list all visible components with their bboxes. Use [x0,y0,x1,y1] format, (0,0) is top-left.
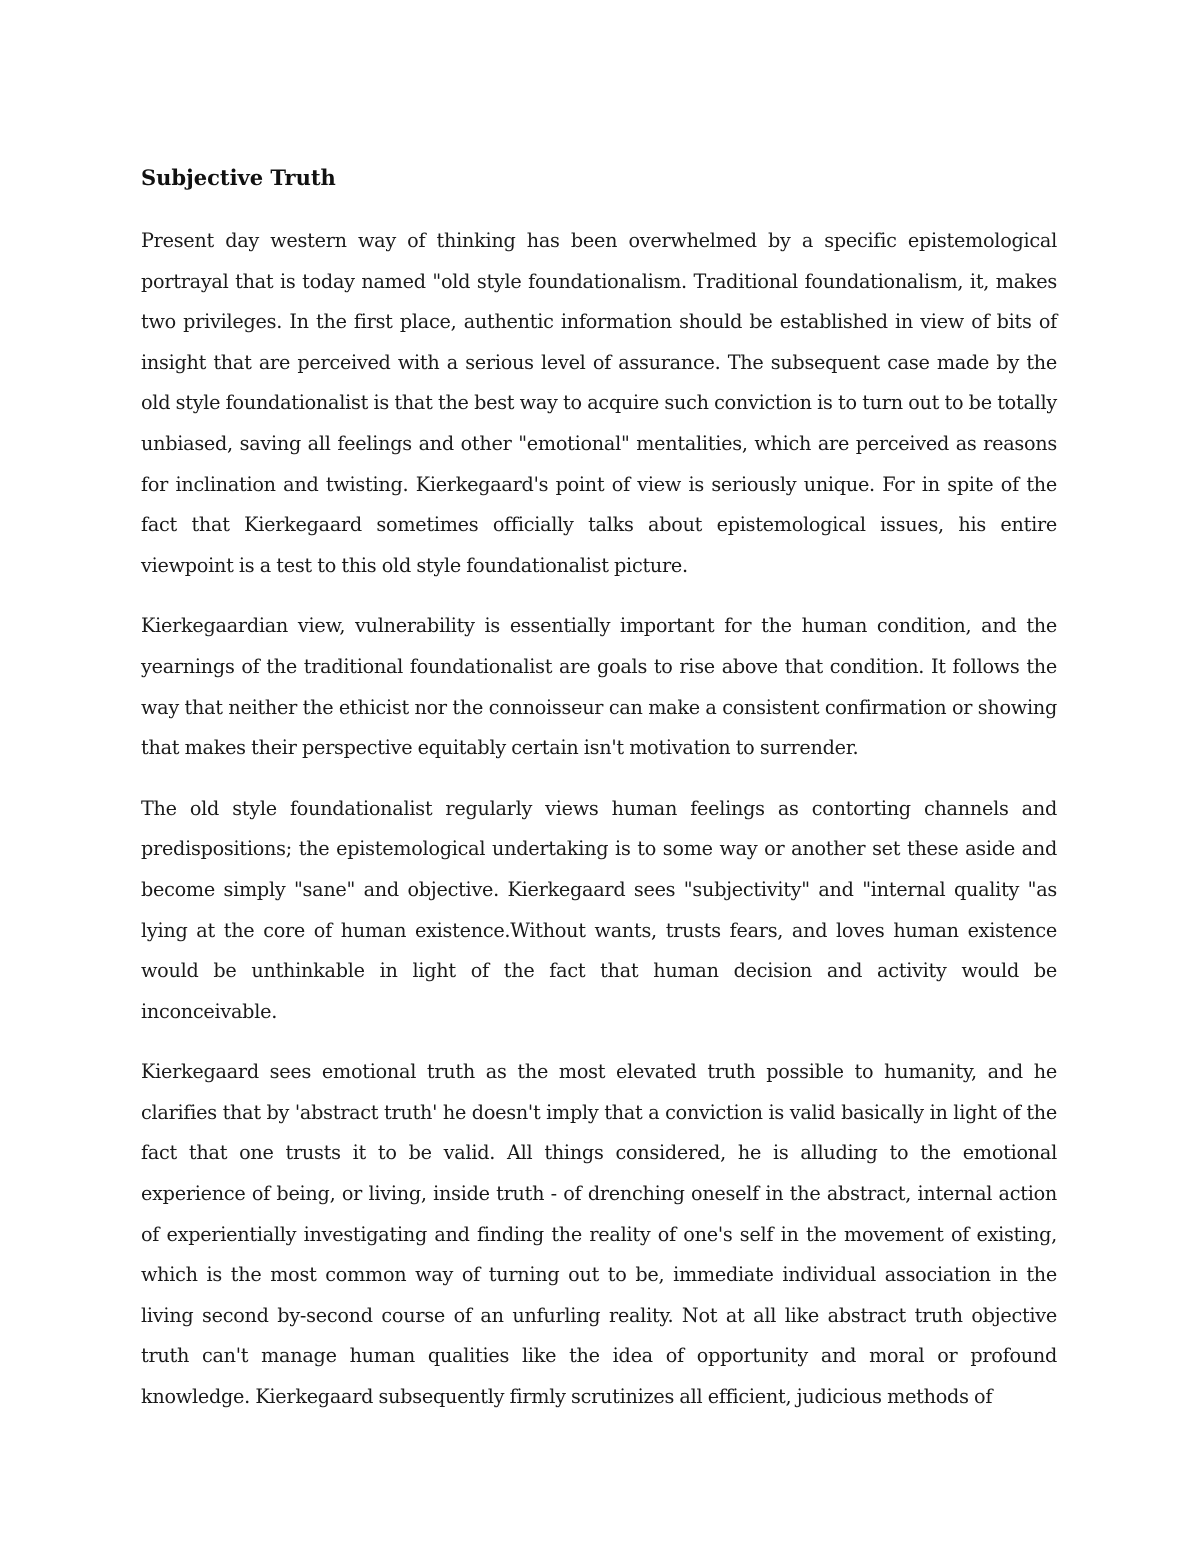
paragraph-2: Kierkegaardian view, vulnerability is essentially important for the human condition, and the yearnings of the traditional foundationalist are goals to rise above that condition. It follows the way that neither the ethicist nor the connoisseur can make a consistent confirmation or showing that makes their perspective equitably certain isn't motivation to surrender. [141,614,1057,760]
document-title: Subjective Truth [141,165,336,190]
document-body [141,161,1057,1438]
paragraph-4: Kierkegaard sees emotional truth as the most elevated truth possible to humanity, and he clarifies that by 'abstract truth' he doesn't imply that a conviction is valid basically in light of the fact that one trusts it to be valid. All things considered, he is alluding to the emotional experience of being, or living, inside truth - of drenching oneself in the abstract, internal action of experientially investigating and finding the reality of one's self in the movement of existing, which is the most common way of turning out to be, immediate individual association in the living second by-second course of an unfurling reality. Not at all like abstract truth objective truth can't manage human qualities like the idea of opportunity and moral or profound knowledge. Kierkegaard subsequently firmly scrutinizes all efficient, judicious methods of [141,1060,1057,1409]
paragraph-3: The old style foundationalist regularly views human feelings as contorting channels and predispositions; the epistemological undertaking is to some way or another set these aside and become simply "sane" and objective. Kierkegaard sees "subjectivity" and "internal quality "as lying at the core of human existence.Without wants, trusts fears, and loves human existence would be unthinkable in light of the fact that human decision and activity would be inconceivable. [141,796,1057,1023]
paragraph-1: Present day western way of thinking has been overwhelmed by a specific epistemological portrayal that is today named "old style foundationalism. Traditional foundationalism, it, makes two privileges. In the first place, authentic information should be established in view of bits of insight that are perceived with a serious level of assurance. The subsequent case made by the old style foundationalist is that the best way to acquire such conviction is to turn out to be totally unbiased, saving all feelings and other "emotional" mentalities, which are perceived as reasons for inclination and twisting. Kierkegaard's point of view is seriously unique. For in spite of the fact that Kierkegaard sometimes officially talks about epistemological issues, his entire viewpoint is a test to this old style foundationalist picture. [141,229,1057,577]
